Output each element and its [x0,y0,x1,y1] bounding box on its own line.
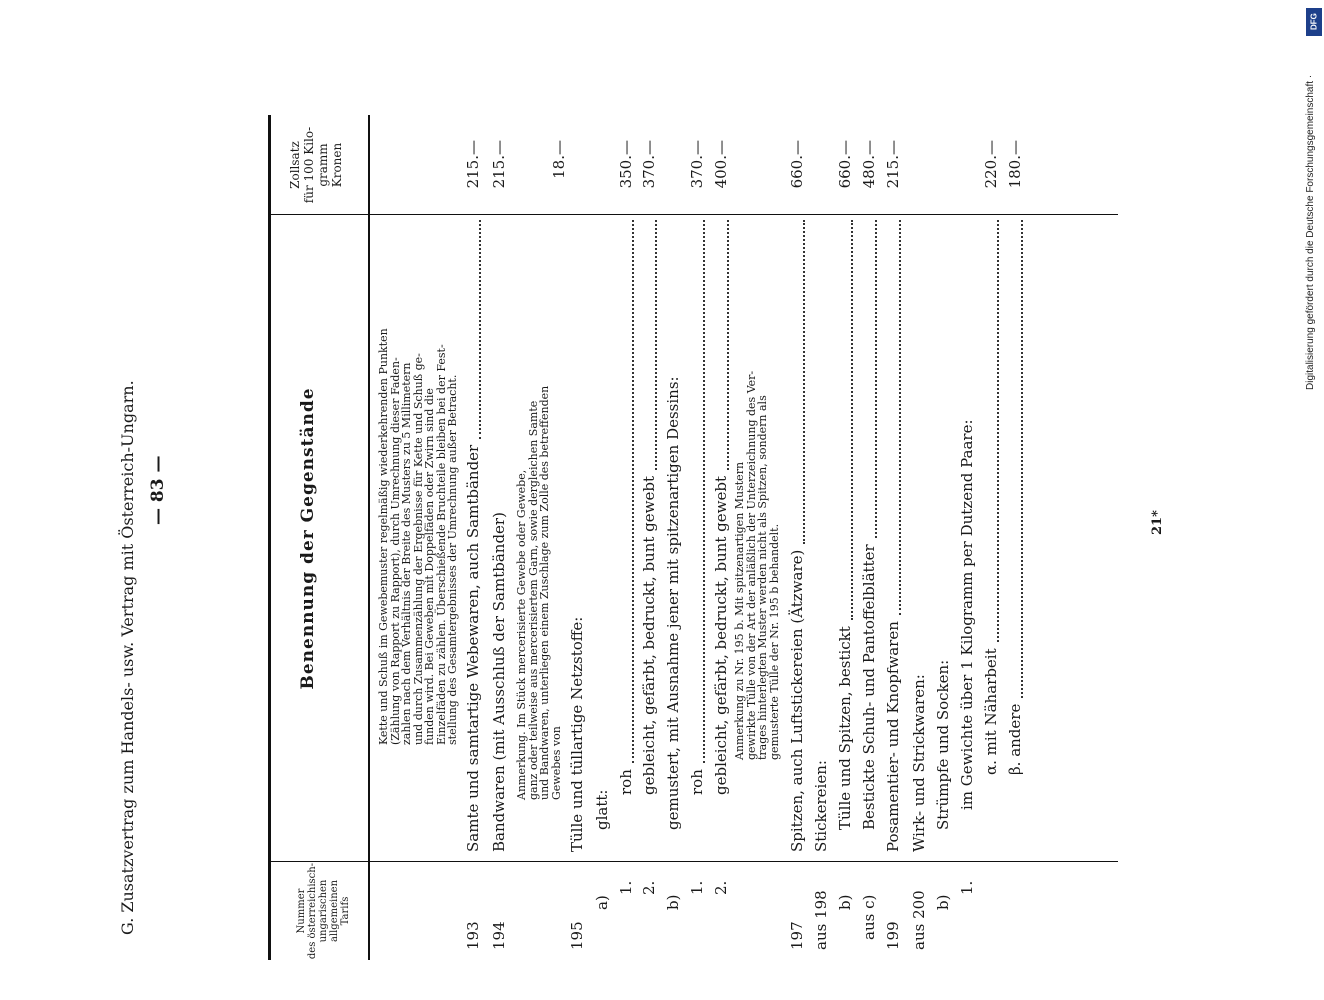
tariff-number: aus 200 [910,890,928,950]
goods-description: Spitzen, auch Luftstickereien (Ätzware) [788,549,806,852]
duty-rate: 180.— [1006,140,1024,189]
tariff-number: 199 [884,921,902,950]
tariff-number: 2. [712,880,730,895]
leader-dots [851,220,853,620]
leader-dots [997,220,999,642]
tariff-number: 1. [617,880,635,895]
goods-description: gemustert, mit Ausnahme jener mit spitzenartigen Dessins: [664,376,682,830]
duty-rate: 18.— [550,140,568,179]
goods-description: roh [617,769,635,795]
duty-rate: 370.— [640,140,658,189]
leader-dots [655,220,657,470]
goods-description: Samte und samtartige Webewaren, auch Samtbänder [464,444,482,852]
duty-rate: 400.— [712,140,730,189]
duty-rate: 350.— [617,140,635,189]
leader-dots [727,220,729,470]
tariff-number: 1. [958,880,976,895]
tariff-number: 2. [640,880,658,895]
goods-description: im Gewichte über 1 Kilogramm per Dutzend Paare: [958,419,976,810]
tariff-number: b) [934,894,952,910]
goods-description: roh [688,769,706,795]
leader-dots [899,220,901,615]
goods-description: β. andere [1006,703,1024,775]
goods-description: gebleicht, gefärbt, bedruckt, bunt gewebt [712,476,730,795]
column-rule-2 [268,214,1118,215]
leader-dots [703,220,705,763]
goods-description: Bandwaren (mit Ausschluß der Samtbänder) [490,512,508,852]
leader-dots [875,220,877,538]
leader-dots [479,220,481,439]
intro-note: Kette und Schuß im Gewebemuster regelmäßig wiederkehrenden Punkten (Zählung von Rapport zu Rapport), durch Umrechnung dieser Faden- zahlen nach dem Verhältnis der Breite des Musters zu 5 Millimetern und durch Zusammenzählung der Ergebnisse für Kette und Schuß ge- funden wird. Bei Geweben mit Doppelfäden oder Zwirn sind die Einzelfäden zu zählen. Überschießende Bruchteile bleiben bei der Fest- stellung des Gesamtergebnisses der Umrechnung außer Betracht. [377,328,459,745]
duty-rate: 215.— [884,140,902,189]
header-rate: Zollsatz für 100 Kilo- gramm Kronen [288,126,344,204]
leader-dots [803,220,805,544]
duty-rate: 660.— [836,140,854,189]
tariff-number: 195 [568,921,586,950]
row-note: Anmerkung zu Nr. 195 b. Mit spitzenartigen Mustern gewirkte Tülle von der Art der anläßlich der Unterzeichnung des Ver- trages hinterlegten Muster werden nicht als Spitzen, sondern als gemusterte Tülle der Nr. 195 b behandelt. [733,370,781,760]
tariff-number: aus c) [860,894,878,940]
goods-description: glatt: [593,789,611,830]
duty-rate: 660.— [788,140,806,189]
leader-dots [632,220,634,763]
goods-description: Tülle und tüllartige Netzstoffe: [568,616,586,852]
goods-description: gebleicht, gefärbt, bedruckt, bunt gewebt [640,476,658,795]
duty-rate: 370.— [688,140,706,189]
tariff-number: 194 [490,921,508,950]
header-number: Nummer des österreichisch- ungarischen allgemeinen Tarifs [296,862,351,960]
goods-description: Wirk- und Strickwaren: [910,674,928,852]
rotated-page [100,115,1200,975]
footer-marker: 21* [1150,510,1165,535]
duty-rate: 480.— [860,140,878,189]
tariff-number: 1. [688,880,706,895]
tariff-number: aus 198 [812,890,830,950]
page-number: — 83 — [148,455,168,525]
column-rule-1 [268,861,1118,862]
goods-description: Bestickte Schuh- und Pantoffelblätter [860,544,878,830]
tariff-table [268,115,1118,960]
digitization-credit: Digitalisierung gefördert durch die Deutsche Forschungsgemeinschaft · [1305,74,1316,390]
goods-description: Stickereien: [812,760,830,852]
leader-dots [1021,220,1023,698]
table-top-rule [268,115,271,960]
goods-description: α. mit Näharbeit [982,648,1000,775]
running-head: G. Zusatzvertrag zum Handels- usw. Vertrag mit Österreich-Ungarn. [118,380,137,935]
row-note: Anmerkung. Im Stück mercerisierte Gewebe oder Gewebe, ganz oder teilweise aus mercerisiertem Garn, sowie dergleichen Samte und Bandwaren, unterliegen einem Zuschlage zum Zolle des betreffenden Gewebes von [515,385,563,800]
tariff-number: b) [836,894,854,910]
goods-description: Posamentier- und Knopfwaren [884,621,902,852]
goods-description: Strümpfe und Socken: [934,659,952,830]
duty-rate: 215.— [464,140,482,189]
duty-rate: 220.— [982,140,1000,189]
tariff-number: 193 [464,921,482,950]
header-bottom-rule [368,115,370,960]
duty-rate: 215.— [490,140,508,189]
tariff-number: b) [664,894,682,910]
header-goods: Benennung der Gegenstände [298,387,318,690]
goods-description: Tülle und Spitzen, bestickt [836,626,854,830]
tariff-number: a) [593,895,611,910]
dfg-logo: DFG [1306,8,1322,36]
tariff-number: 197 [788,921,806,950]
